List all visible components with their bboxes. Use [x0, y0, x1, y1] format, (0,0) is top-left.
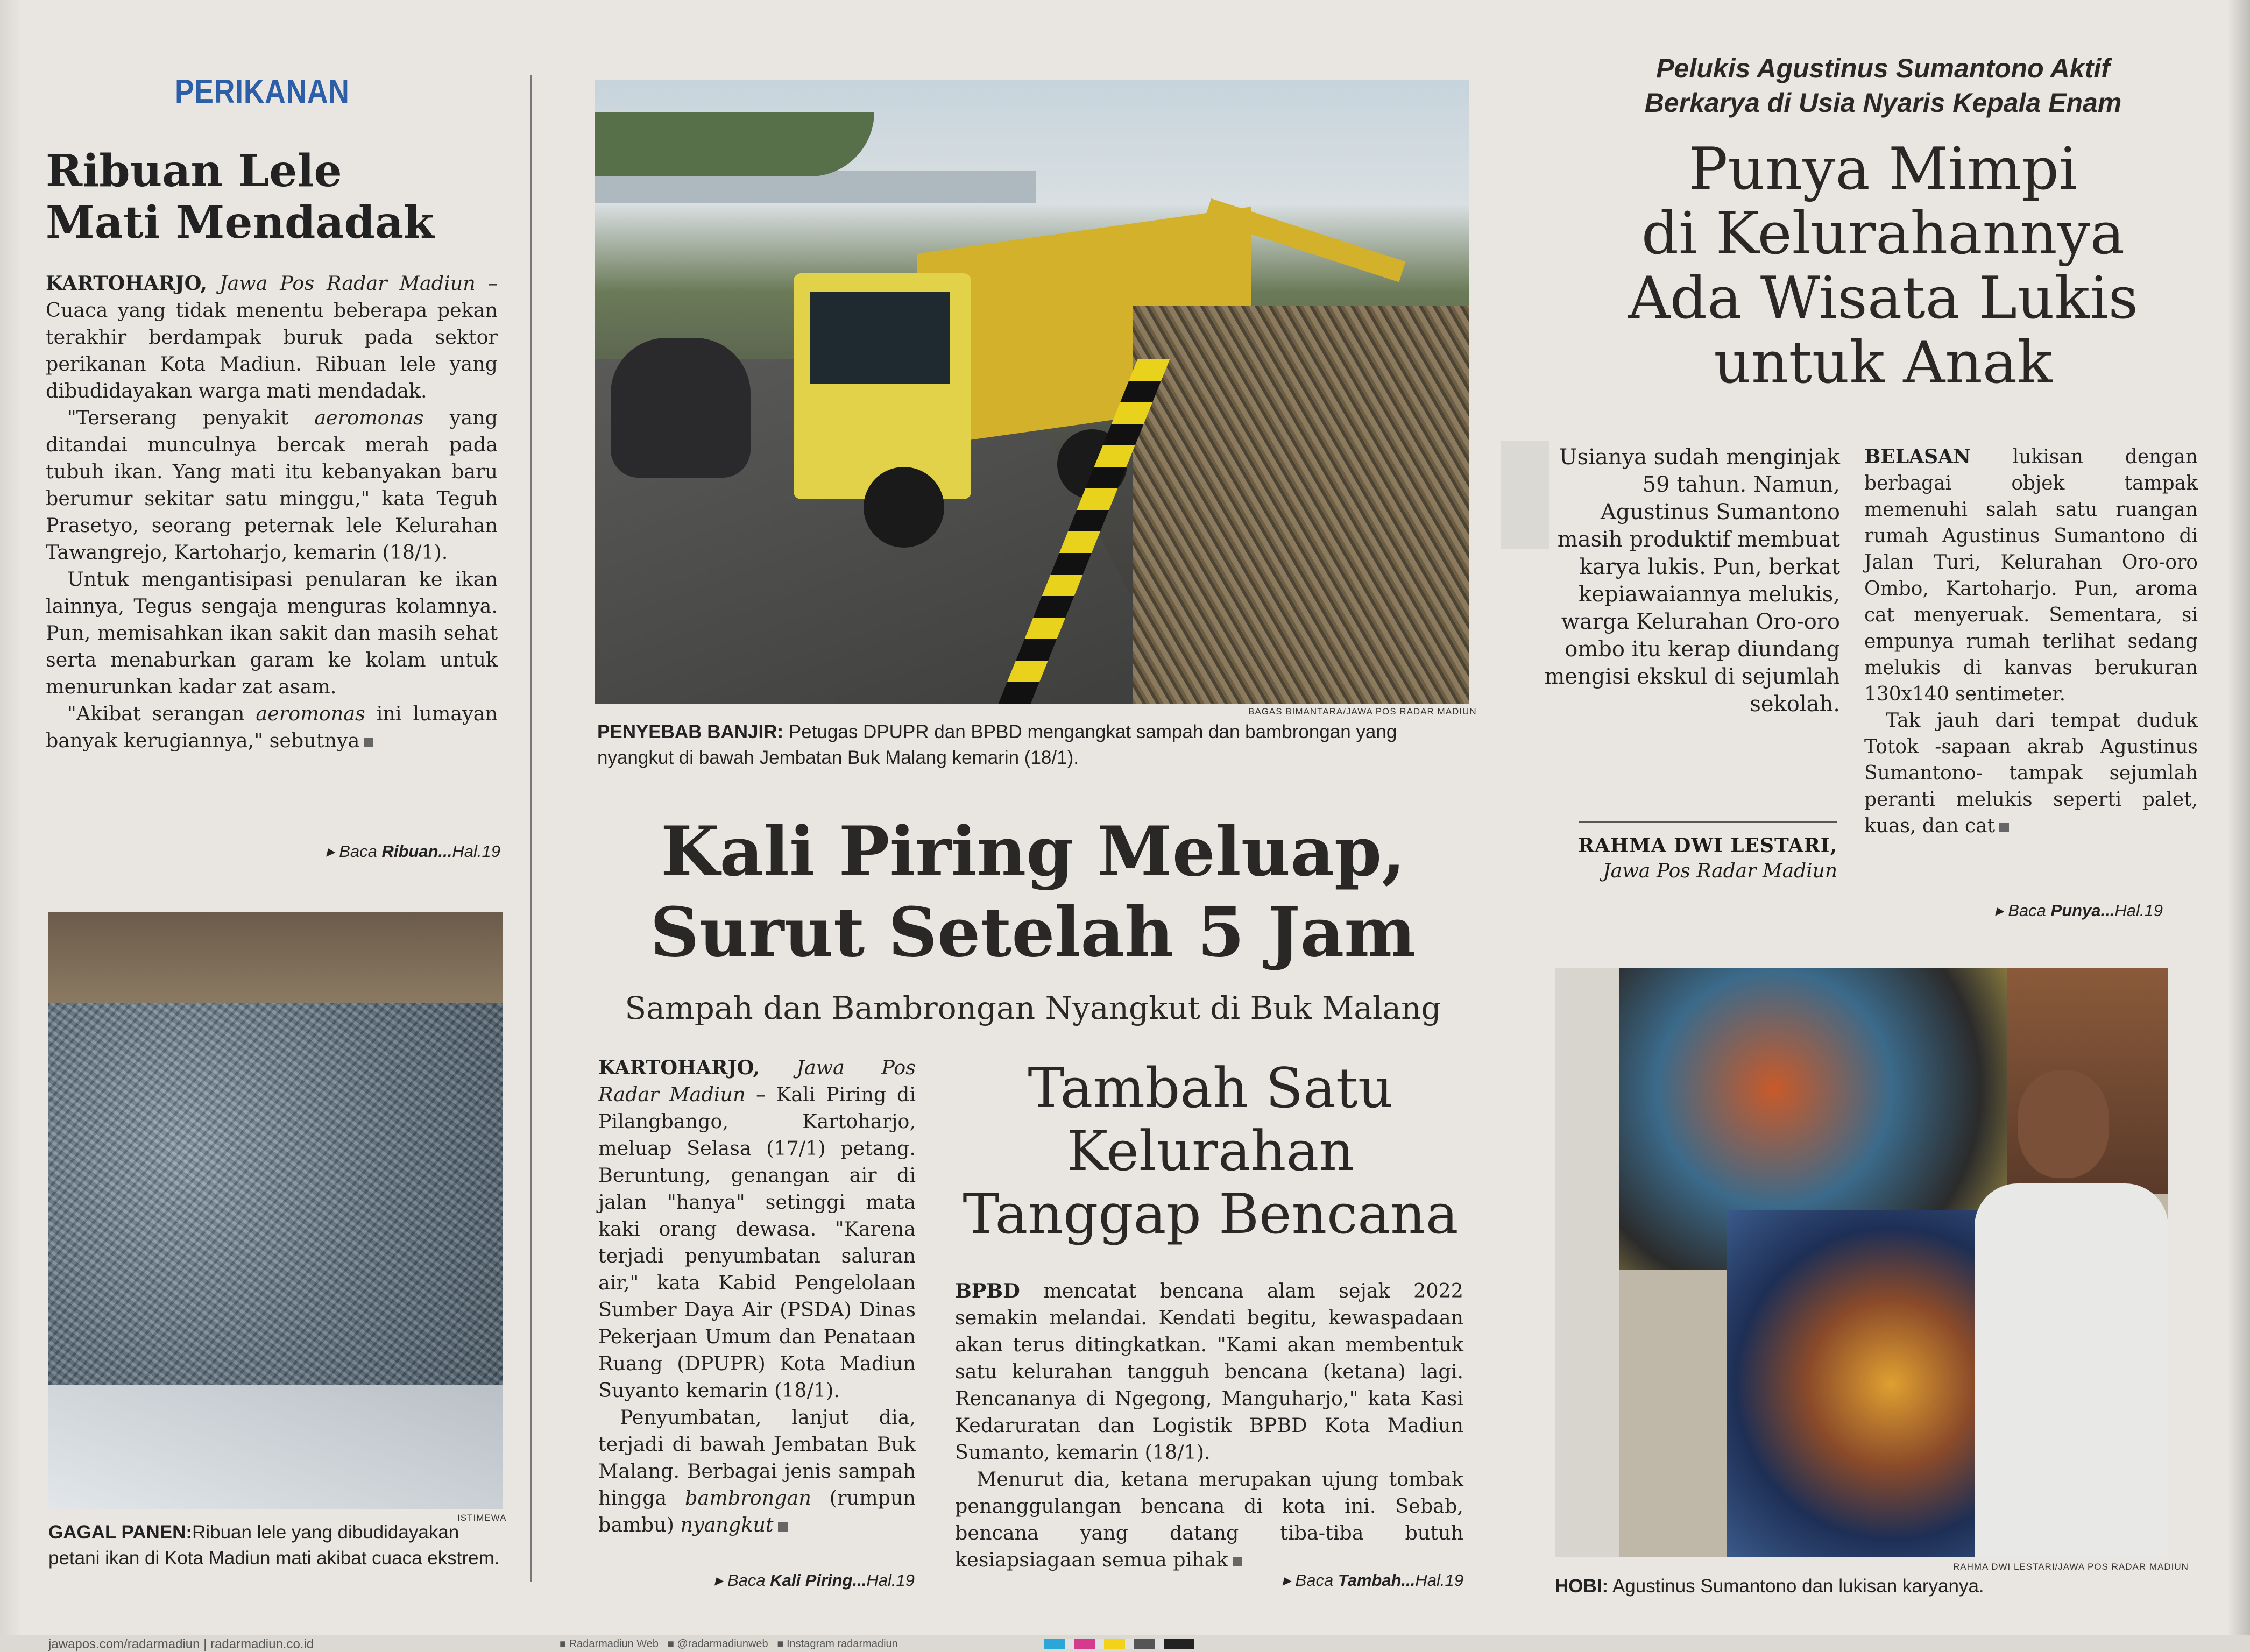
- center-caption: [597, 719, 1469, 771]
- left-headline-line1: Ribuan Lele: [46, 145, 342, 197]
- footer-social-2: @radarmadiunweb: [677, 1638, 768, 1650]
- photo-motorcycle: [611, 338, 751, 478]
- center-caption-text: Petugas DPUPR dan BPBD mengangkat sampah dan bambrongan yang nyangkut di bawah Jembatan Buk Malang kemarin (18/1).: [597, 721, 1397, 768]
- right-author: [1544, 833, 1837, 884]
- page-edge-right: [2227, 0, 2250, 1652]
- right-caption-text: Agustinus Sumantono dan lukisan karyanya.: [1612, 1576, 1984, 1597]
- left-para4-em: aeromonas: [256, 702, 365, 725]
- left-para2-pre: "Terserang penyakit: [67, 406, 315, 429]
- left-baca-page: Hal.19: [452, 842, 500, 861]
- center-para2-em: bambrongan: [685, 1486, 811, 1509]
- sub-continue-link[interactable]: [1200, 1571, 1463, 1590]
- sub-para1-text: mencatat bencana alam sejak 2022 semakin melandai. Kendati begitu, kewaspadaan akan terus ditingkatkan. "Kami akan membentuk satu kelurahan tangguh bencana (ketana) lagi. Rencananya di Ngegong, Manguharjo," kata Kasi Kedaruratan dan Logistik BPBD Kota Madiun Sumanto, kemarin (18/1).: [955, 1279, 1463, 1464]
- right-article-body: [1864, 444, 2198, 839]
- right-kicker: [1582, 51, 2184, 120]
- center-subhead: Sampah dan Bambrongan Nyangkut di Buk Malang: [625, 990, 1441, 1026]
- left-baca-bold: Ribuan...: [381, 842, 452, 861]
- right-headline: [1560, 137, 2206, 395]
- center-baca-bold: Kali Piring...: [770, 1571, 867, 1590]
- photo-truck-window: [810, 292, 950, 384]
- right-author-source: Jawa Pos Radar Madiun: [1603, 860, 1837, 882]
- left-para2-em: aeromonas: [314, 406, 424, 429]
- column-divider-left: [530, 75, 532, 1582]
- right-headline-line3: Ada Wisata Lukis: [1628, 265, 2139, 332]
- center-dateline-city: KARTOHARJO,: [598, 1056, 760, 1079]
- end-mark-icon: [778, 1522, 788, 1532]
- center-article-body: [598, 1054, 916, 1538]
- sub-article-headline: [947, 1057, 1474, 1246]
- left-photo-credit: ISTIMEWA: [457, 1513, 507, 1523]
- sub-para1: [955, 1278, 1463, 1466]
- photo-trees: [595, 112, 874, 176]
- center-headline: [592, 811, 1474, 973]
- center-para2-mid: (rumpun bambu): [598, 1486, 916, 1536]
- sub-para2-text: Menurut dia, ketana merupakan ujung tombak penanggulangan bencana di kota ini. Sebab, bencana yang datang tiba-tiba butuh kesiapsiagaan semua pihak: [955, 1467, 1463, 1571]
- center-headline-line1: Kali Piring Meluap,: [661, 812, 1405, 891]
- sub-headline-line1: Tambah Satu: [1028, 1057, 1393, 1121]
- photo-man-head: [2018, 1070, 2109, 1178]
- triangle-right-icon: ▸: [1282, 1571, 1291, 1590]
- sub-baca-word: Baca: [1295, 1571, 1334, 1590]
- left-para2-post: yang ditandai munculnya bercak merah pada tubuh ikan. Yang mati itu kebanyakan baru berumur sekitar satu minggu," kata Teguh Prasetyo, seorang peternak lele Kelurahan Tawangrejo, Kartoharjo, kemarin (18/1).: [46, 406, 498, 564]
- left-caption: [48, 1520, 503, 1571]
- instagram-icon: ■: [777, 1638, 784, 1650]
- twitter-icon: ■: [667, 1638, 674, 1650]
- right-caption-label: HOBI:: [1555, 1576, 1609, 1597]
- sub-article-body: [955, 1278, 1463, 1573]
- center-para1: – Kali Piring di Pilangbango, Kartoharjo, meluap Selasa (17/1) petang. Beruntung, genangan air di jalan "hanya" setinggi mata kaki orang dewasa. "Karena terjadi penyumbatan saluran air," kata Kabid Pengelolaan Sumber Daya Air (PSDA) Dinas Pekerjaan Umum dan Penataan Ruang (DPUPR) Kota Madiun Suyanto kemarin (18/1).: [598, 1083, 916, 1402]
- right-headline-line1: Punya Mimpi: [1688, 136, 2078, 203]
- center-photo-credit: BAGAS BIMANTARA/JAWA POS RADAR MADIUN: [1248, 706, 1477, 717]
- center-para2: [598, 1404, 916, 1538]
- end-mark-icon: [1999, 823, 2009, 832]
- left-dateline-source: Jawa Pos Radar Madiun: [219, 272, 476, 295]
- center-dateline-source: Jawa Pos Radar Madiun: [598, 1056, 916, 1106]
- sub-headline-line3: Tanggap Bencana: [963, 1182, 1459, 1246]
- left-dateline-city: KARTOHARJO,: [46, 272, 207, 295]
- sub-baca-bold: Tambah...: [1338, 1571, 1416, 1590]
- color-registration-bar: [1044, 1639, 1194, 1649]
- right-author-name: RAHMA DWI LESTARI,: [1578, 834, 1837, 857]
- page-edge-left: [0, 0, 22, 1652]
- right-baca-page: Hal.19: [2114, 901, 2163, 920]
- left-headline-line2: Mati Mendadak: [46, 197, 434, 249]
- left-article-body: [46, 270, 498, 754]
- sub-baca-page: Hal.19: [1415, 1571, 1463, 1590]
- left-caption-text: Ribuan lele yang dibudidayakan petani ikan di Kota Madiun mati akibat cuaca ekstrem.: [48, 1522, 500, 1569]
- triangle-right-icon: ▸: [1995, 901, 2004, 920]
- right-caption: [1555, 1573, 2168, 1599]
- footer-social: [560, 1638, 898, 1650]
- left-para2: [46, 405, 498, 566]
- left-para4: [46, 700, 498, 754]
- right-para2-text: Tak jauh dari tempat duduk Totok -sapaan akrab Agustinus Sumantono- tampak sejumlah peranti melukis seperti palet, kuas, dan cat: [1864, 710, 2198, 837]
- catfish-photo: [48, 912, 503, 1509]
- right-headline-line4: untuk Anak: [1714, 329, 2053, 396]
- right-intro: Usianya sudah menginjak 59 tahun. Namun, Agustinus Sumantono masih produktif membuat karya lukis. Pun, berkat kepiawaiannya melukis, warga Kelurahan Oro-oro ombo itu kerap diundang mengisi ekskul di sejumlah sekolah.: [1544, 445, 1840, 717]
- painter-photo: [1555, 968, 2168, 1557]
- facebook-icon: ■: [560, 1638, 567, 1650]
- flood-photo: [595, 80, 1469, 704]
- photo-tarp-bottom: [48, 1385, 503, 1509]
- right-lead-word: BELASAN: [1864, 445, 1971, 468]
- right-photo-credit: RAHMA DWI LESTARI/JAWA POS RADAR MADIUN: [1953, 1562, 2189, 1572]
- photo-man-shirt: [1975, 1183, 2168, 1557]
- right-headline-line2: di Kelurahannya: [1641, 200, 2125, 267]
- center-para2-em2: nyangkut: [680, 1513, 774, 1536]
- right-para2: [1864, 707, 2198, 839]
- right-continue-link[interactable]: [1937, 901, 2163, 920]
- right-para1: [1864, 444, 2198, 707]
- right-author-rule: [1579, 821, 1837, 823]
- triangle-right-icon: ▸: [714, 1571, 723, 1590]
- right-para1-text: lukisan dengan berbagai objek tampak memenuhi salah satu ruangan rumah Agustinus Sumantono di Jalan Turi, Kelurahan Oro-oro Ombo, Kartoharjo. Pun, aroma cat menyeruak. Sementara, si empunya rumah terlihat sedang melukis di kanvas berukuran 130x140 sentimeter.: [1864, 446, 2198, 705]
- photo-wall-left: [1555, 968, 1619, 1557]
- footer-social-1: Radarmadiun Web: [569, 1638, 659, 1650]
- left-continue-link[interactable]: [226, 842, 500, 861]
- triangle-right-icon: ▸: [326, 842, 335, 861]
- print-bleed-mark: [1501, 441, 1549, 549]
- center-headline-line2: Surut Setelah 5 Jam: [650, 892, 1416, 972]
- photo-wheel-1: [864, 467, 944, 548]
- center-lead: [598, 1054, 916, 1404]
- end-mark-icon: [1233, 1557, 1242, 1566]
- sub-headline-line2: Kelurahan: [1067, 1119, 1354, 1183]
- center-caption-label: PENYEBAB BANJIR:: [597, 721, 784, 742]
- photo-tarp-top: [48, 912, 503, 1003]
- end-mark-icon: [364, 738, 373, 747]
- right-baca-word: Baca: [2008, 901, 2046, 920]
- left-headline: [46, 145, 434, 249]
- left-lead: [46, 270, 498, 405]
- left-baca-word: Baca: [339, 842, 377, 861]
- sub-para2: [955, 1466, 1463, 1573]
- right-baca-bold: Punya...: [2050, 901, 2115, 920]
- footer-social-3: Instagram radarmadiun: [786, 1638, 898, 1650]
- center-baca-page: Hal.19: [866, 1571, 915, 1590]
- sub-lead-word: BPBD: [955, 1279, 1020, 1302]
- right-kicker-line2: Berkarya di Usia Nyaris Kepala Enam: [1644, 88, 2122, 118]
- left-para4-pre: "Akibat serangan: [67, 702, 256, 725]
- left-para4-post: ini lumayan banyak kerugiannya," sebutnya: [46, 702, 498, 752]
- center-continue-link[interactable]: [603, 1571, 915, 1590]
- rubric-perikanan: PERIKANAN: [175, 73, 350, 110]
- footer-web: jawapos.com/radarmadiun | radarmadiun.co.id: [48, 1637, 314, 1651]
- left-para3: Untuk mengantisipasi penularan ke ikan lainnya, Tegus sengaja menguras kolamnya. Pun, memisahkan ikan sakit dan masih sehat serta menaburkan garam ke kolam untuk menurunkan kadar zat asam.: [46, 568, 498, 698]
- right-kicker-line1: Pelukis Agustinus Sumantono Aktif: [1656, 53, 2110, 83]
- center-para2-pre: Penyumbatan, lanjut dia, terjadi di bawah Jembatan Buk Malang. Berbagai jenis sampah hingga: [598, 1406, 916, 1509]
- photo-debris: [1133, 306, 1469, 704]
- left-lead-text: – Cuaca yang tidak menentu beberapa pekan terakhir berdampak buruk pada sektor perikanan Kota Madiun. Ribuan lele yang dibudidayakan warga mati mendadak.: [46, 272, 498, 402]
- center-baca-word: Baca: [727, 1571, 766, 1590]
- left-caption-label: GAGAL PANEN:: [48, 1522, 193, 1543]
